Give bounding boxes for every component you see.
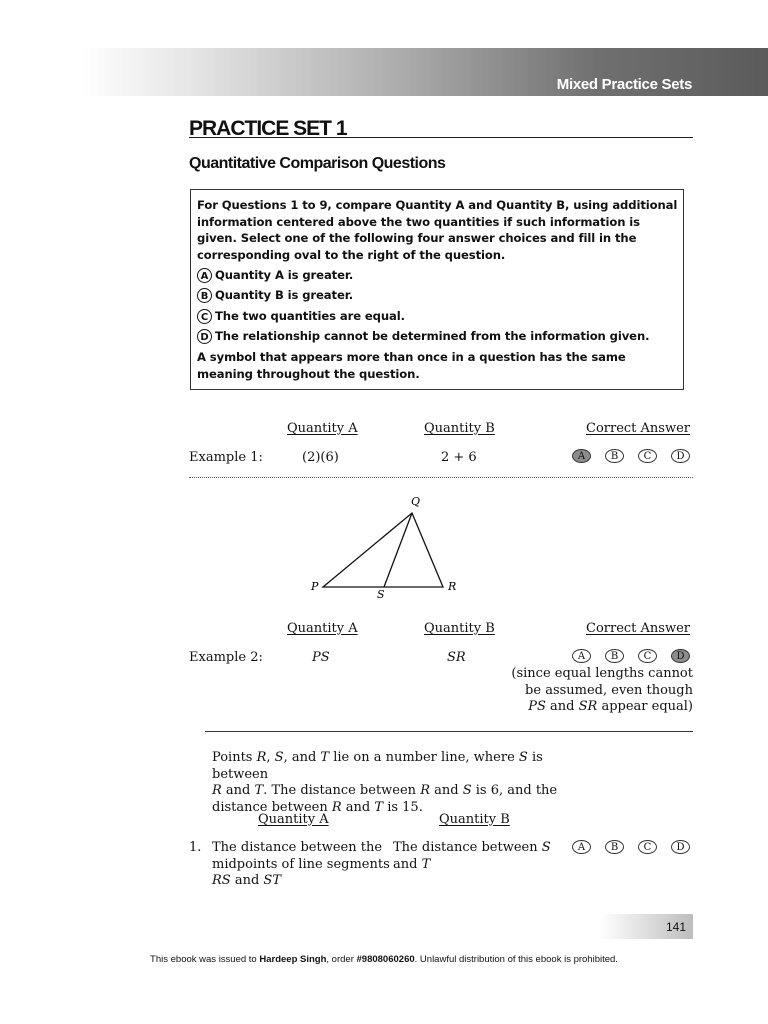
example2-quantity-b: SR <box>447 650 466 665</box>
var-r: R <box>212 783 222 799</box>
example1-oval-d[interactable]: D <box>671 449 690 463</box>
var-t: T <box>320 750 330 765</box>
choice-b <box>197 287 683 304</box>
stem-text: , <box>266 750 275 765</box>
label-s: S <box>377 588 385 601</box>
explanation-line-1: (since equal lengths cannot <box>511 666 693 681</box>
example2-quantity-a: PS <box>312 650 330 665</box>
q1a-line-2: midpoints of line segments <box>212 856 390 872</box>
example2-answer-ovals <box>572 649 690 663</box>
q1b-line-1 <box>393 840 551 857</box>
stem-text: , and <box>283 750 321 765</box>
var-rs: RS <box>212 873 231 889</box>
stem-text: . The distance between <box>263 783 421 799</box>
choice-letter-c: C <box>197 309 212 324</box>
stem-text: is 6, and the <box>471 783 558 799</box>
ex2-quantity-b-header: Quantity B <box>424 621 495 636</box>
label-r: R <box>448 580 457 593</box>
stem-text: and <box>341 800 375 816</box>
stem-text: Points <box>212 750 257 765</box>
problem1-stem <box>212 750 572 817</box>
var-s: S <box>541 840 551 855</box>
choice-text-b: Quantity B is greater. <box>215 288 353 303</box>
example2-oval-b[interactable]: B <box>605 649 624 663</box>
page-title: PRACTICE SET 1 <box>189 117 347 140</box>
label-p: P <box>311 580 319 593</box>
stem-text: is between <box>212 750 543 782</box>
choice-letter-a: A <box>197 268 212 283</box>
var-s: S <box>462 783 472 799</box>
var-t: T <box>421 856 431 872</box>
choice-d <box>197 328 683 345</box>
var-t: T <box>254 783 264 799</box>
choice-c <box>197 308 683 325</box>
stem-line-2 <box>212 783 572 800</box>
explanation-end: appear equal) <box>597 699 693 714</box>
instructions-intro: For Questions 1 to 9, compare Quantity A and Quantity B, using additional information centered above the two quantities if such information is given. Select one of the following four answer choices and fill in the corresponding oval to the right of the question. <box>197 198 678 262</box>
var-s: S <box>518 750 528 765</box>
q1a-line-1: The distance between the <box>212 840 383 855</box>
explanation-ps: PS <box>528 699 546 714</box>
q1b-line-2 <box>393 857 551 874</box>
explanation-line-3 <box>511 699 693 716</box>
footer-post: . Unlawful distribution of this ebook is prohibited. <box>414 954 618 965</box>
choice-text-a: Quantity A is greater. <box>215 267 354 282</box>
example1-oval-c[interactable]: C <box>638 449 657 463</box>
footer-mid: , order <box>326 954 357 965</box>
problem1-oval-c[interactable]: C <box>638 840 657 854</box>
example1-quantity-a: (2)(6) <box>302 450 339 465</box>
explanation-line-2: be assumed, even though <box>525 682 693 698</box>
choice-text-d: The relationship cannot be determined from the information given. <box>215 329 650 344</box>
ex1-correct-answer-header: Correct Answer <box>586 421 690 436</box>
example2-label: Example 2: <box>189 650 263 665</box>
example2-oval-c[interactable]: C <box>638 649 657 663</box>
page-number: 141 <box>665 920 686 934</box>
solid-divider <box>205 731 693 732</box>
ex1-quantity-a-header: Quantity A <box>287 421 358 436</box>
q1-quantity-b-header: Quantity B <box>439 812 510 827</box>
footer-pre: This ebook was issued to <box>150 954 260 965</box>
stem-text: distance between <box>212 800 332 816</box>
q1b-text: The distance between <box>393 840 542 855</box>
footer-order: #9808060260 <box>356 954 415 965</box>
problem1-number: 1. <box>189 840 202 855</box>
example1-quantity-b: 2 + 6 <box>441 450 477 465</box>
problem1-answer-ovals <box>572 840 690 854</box>
choice-a <box>197 267 683 284</box>
example2-oval-a[interactable]: A <box>572 649 591 663</box>
var-s: S <box>274 750 284 765</box>
problem1-oval-b[interactable]: B <box>605 840 624 854</box>
var-st: ST <box>263 873 281 889</box>
footer-name: Hardeep Singh <box>259 954 327 965</box>
choice-text-c: The two quantities are equal. <box>215 308 405 323</box>
section-title: Mixed Practice Sets <box>556 76 692 93</box>
dotted-divider <box>189 477 693 478</box>
ex1-quantity-b-header: Quantity B <box>424 421 495 436</box>
stem-text: and <box>429 783 463 799</box>
section-subtitle: Quantitative Comparison Questions <box>189 155 446 172</box>
triangle-pqr <box>323 513 443 587</box>
var-r: R <box>420 783 430 799</box>
footer-notice <box>0 954 768 965</box>
problem1-oval-a[interactable]: A <box>572 840 591 854</box>
triangle-figure <box>300 490 470 605</box>
ex2-correct-answer-header: Correct Answer <box>586 621 690 636</box>
ex2-quantity-a-header: Quantity A <box>287 621 358 636</box>
var-r: R <box>331 800 342 816</box>
stem-text: lie on a number line, where <box>329 750 519 765</box>
example1-label: Example 1: <box>189 450 263 465</box>
stem-line-1 <box>212 750 572 783</box>
problem1-quantity-b <box>393 840 551 873</box>
stem-text: and <box>221 783 255 799</box>
q1a-line-3 <box>212 873 390 890</box>
instructions-note: A symbol that appears more than once in a question has the same meaning throughout the question. <box>197 350 626 381</box>
stem-text: is 15. <box>383 800 423 816</box>
example1-oval-b[interactable]: B <box>605 449 624 463</box>
q1b-and: and <box>393 856 422 872</box>
var-t: T <box>374 800 384 816</box>
instructions-box <box>190 189 684 390</box>
var-r: R <box>256 750 267 765</box>
problem1-quantity-a <box>212 840 390 890</box>
example1-answer-ovals <box>572 449 690 463</box>
example1-oval-a[interactable]: A <box>572 449 591 463</box>
q1a-and: and <box>230 873 264 889</box>
example2-explanation <box>511 666 693 716</box>
example2-oval-d[interactable]: D <box>671 649 690 663</box>
problem1-oval-d[interactable]: D <box>671 840 690 854</box>
choice-letter-b: B <box>197 288 212 303</box>
choice-letter-d: D <box>197 329 212 344</box>
label-q: Q <box>411 495 421 508</box>
title-rule <box>189 137 693 138</box>
explanation-sr: SR <box>578 699 598 714</box>
q1-quantity-a-header: Quantity A <box>258 812 329 827</box>
explanation-and: and <box>545 699 579 714</box>
